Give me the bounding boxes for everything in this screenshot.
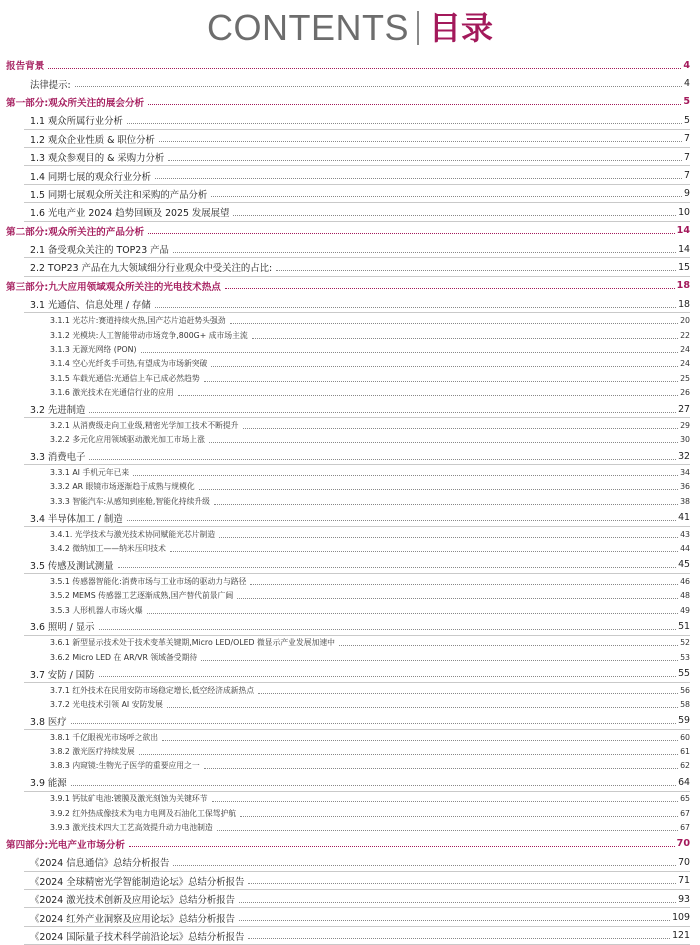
toc-entry-title: 1.4 同期七展的观众行业分析: [30, 171, 152, 183]
toc-entry[interactable]: [6, 400, 690, 418]
toc-entry-title: 第一部分:观众所关注的展会分析: [6, 97, 145, 109]
dot-leader: [148, 104, 681, 105]
toc-entry[interactable]: [6, 908, 690, 926]
toc-page-number: 109: [672, 912, 690, 923]
toc-entry-title: 报告背景: [6, 61, 45, 73]
toc-entry[interactable]: [6, 295, 690, 313]
toc-page-number: 65: [680, 794, 690, 804]
dot-leader: [204, 768, 678, 769]
title-divider: [417, 11, 419, 45]
toc-subentry[interactable]: [6, 683, 690, 697]
toc-entry-title: 3.3 消费电子: [30, 452, 86, 464]
dot-leader: [217, 830, 678, 831]
toc-entry-title: 3.1.2 光模块:人工智能带动市场竞争,800G+ 成市场主流: [50, 330, 248, 340]
toc-entry-title: 法律提示:: [30, 79, 71, 91]
dot-leader: [248, 938, 670, 939]
toc-entry-title: 3.1.3 无源光网络 (PON): [50, 344, 137, 354]
toc-subentry[interactable]: [6, 541, 690, 555]
toc-entry[interactable]: [6, 556, 690, 574]
toc-entry-title: 《2024 全球精密光学智能制造论坛》总结分析报告: [30, 876, 245, 888]
toc-entry-title: 3.9.1 钙钛矿电池:镀膜及激光刻蚀为关键环节: [50, 794, 208, 804]
dot-leader: [48, 68, 681, 69]
toc-page-number: 41: [678, 512, 690, 524]
dot-leader: [89, 459, 676, 460]
toc-entry-title: 3.4.2 微纳加工——纳米压印技术: [50, 544, 166, 554]
dot-leader: [239, 920, 670, 921]
toc-page-number: 14: [676, 225, 690, 237]
toc-entry-title: 3.8.2 激光医疗持续发展: [50, 747, 135, 757]
toc-page-number: 24: [680, 359, 690, 369]
toc-entry-title: 1.5 同期七展观众所关注和采购的产品分析: [30, 189, 208, 201]
dot-leader: [230, 323, 679, 324]
toc-entry-title: 3.6.1 新型显示技术处于技术变革关键期,Micro LED/OLED 微显示产业发展加速中: [50, 638, 335, 648]
dot-leader: [201, 660, 678, 661]
toc-page-number: 30: [680, 435, 690, 445]
toc-subentry[interactable]: [6, 494, 690, 508]
toc-page-number: 9: [684, 188, 690, 200]
dot-leader: [252, 338, 678, 339]
toc-subentry[interactable]: [6, 589, 690, 603]
dot-leader: [258, 693, 678, 694]
dot-leader: [248, 883, 676, 884]
toc-subentry[interactable]: [6, 730, 690, 744]
toc-page-number: 32: [678, 450, 690, 462]
toc-page-number: 51: [678, 620, 690, 632]
toc-entry[interactable]: [6, 111, 690, 129]
toc-page-number: 14: [678, 243, 690, 255]
toc-entry-title: 2.2 TOP23 产品在九大领域细分行业观众中受关注的占比:: [30, 263, 273, 275]
toc-page-number: 55: [678, 668, 690, 680]
toc-page-number: 7: [684, 151, 690, 163]
toc-page-number: 36: [680, 482, 690, 492]
toc-subentry[interactable]: [6, 744, 690, 758]
toc-page-number: 27: [678, 403, 690, 415]
toc-page-number: 34: [680, 468, 690, 478]
toc-page-number: 15: [678, 261, 690, 273]
toc-entry[interactable]: [6, 509, 690, 527]
toc-entry[interactable]: [6, 148, 690, 166]
toc-subentry[interactable]: [6, 820, 690, 834]
toc-section-heading[interactable]: [6, 222, 690, 240]
toc-entry-title: 3.2 先进制造: [30, 405, 86, 416]
dot-leader: [239, 902, 676, 903]
toc-page-number: 24: [680, 344, 690, 354]
toc-subentry[interactable]: [6, 342, 690, 356]
toc-entry-title: 《2024 信息通信》总结分析报告: [30, 858, 170, 870]
dot-leader: [167, 707, 678, 708]
toc-page-number: 18: [678, 298, 690, 310]
dot-leader: [204, 381, 678, 382]
dot-leader: [170, 551, 678, 552]
toc-entry[interactable]: [6, 447, 690, 465]
toc-page-number: 5: [684, 114, 690, 126]
toc-entry-title: 1.6 光电产业 2024 趋势回顾及 2025 发展展望: [30, 208, 230, 220]
toc-page-number: 64: [678, 776, 690, 788]
dot-leader: [209, 442, 678, 443]
toc-section-heading[interactable]: [6, 93, 690, 111]
toc-page-number: 22: [680, 330, 690, 340]
dot-leader: [178, 395, 678, 396]
toc-entry[interactable]: [6, 773, 690, 791]
toc-subentry[interactable]: [6, 465, 690, 479]
toc-entry-title: 3.3.3 智能汽车:从感知到座舱,智能化持续升级: [50, 496, 210, 506]
toc-subentry[interactable]: [6, 697, 690, 711]
dot-leader: [148, 233, 674, 234]
dot-leader: [99, 629, 677, 630]
toc-entry[interactable]: [6, 166, 690, 184]
toc-subentry[interactable]: [6, 574, 690, 588]
toc-page-number: 7: [684, 133, 690, 145]
toc-page-number: 60: [680, 732, 690, 742]
toc-subentry[interactable]: [6, 759, 690, 773]
toc-page-number: 43: [680, 529, 690, 539]
toc-page-number: 52: [680, 638, 690, 648]
toc-entry-title: 《2024 激光技术创新及应用论坛》总结分析报告: [30, 895, 235, 907]
toc-entry-title: 第四部分:光电产业市场分析: [6, 839, 125, 851]
toc-entry-title: 1.1 观众所属行业分析: [30, 116, 123, 128]
dot-leader: [127, 520, 676, 521]
toc-subentry[interactable]: [6, 806, 690, 820]
toc-entry-title: 3.5.1 传感器智能化:消费市场与工业市场的驱动力与路径: [50, 576, 247, 586]
toc-page-number: 20: [680, 316, 690, 326]
toc-entry-title: 3.1.4 空心光纤炙手可热,有望成为市场新突破: [50, 359, 208, 369]
toc-page-number: 38: [680, 496, 690, 506]
toc-page-number: 59: [678, 715, 690, 727]
toc-page-number: 121: [672, 930, 690, 942]
toc-entry[interactable]: [6, 203, 690, 221]
toc-entry[interactable]: [6, 872, 690, 890]
dot-leader: [212, 801, 679, 802]
toc-entry-title: 3.6.2 Micro LED 在 AR/VR 领域备受期待: [50, 652, 198, 662]
toc-entry[interactable]: [6, 258, 690, 276]
toc-subentry[interactable]: [6, 418, 690, 432]
dot-leader: [225, 288, 675, 289]
toc-entry-title: 3.4.1. 光学技术与激光技术协同赋能光芯片制造: [50, 529, 216, 539]
toc-entry[interactable]: [6, 74, 690, 92]
toc-subentry[interactable]: [6, 357, 690, 371]
toc-entry[interactable]: [6, 712, 690, 730]
toc-entry-title: 3.3.1 AI 手机元年已来: [50, 468, 130, 478]
toc-page-number: 93: [678, 893, 690, 905]
toc-entry-title: 3.7.2 光电技术引领 AI 安防发展: [50, 699, 163, 709]
toc-entry[interactable]: [6, 240, 690, 258]
toc-page-number: 18: [676, 280, 690, 292]
toc-page-number: 70: [676, 838, 690, 850]
toc-subentry[interactable]: [6, 371, 690, 385]
toc-entry-title: 3.8.1 千亿眼视光市场呼之欲出: [50, 732, 159, 742]
dot-leader: [75, 86, 682, 87]
contents-title-cn: 目录: [428, 9, 493, 47]
dot-leader: [199, 489, 678, 490]
toc-entry-title: 3.5.3 人形机器人市场火爆: [50, 605, 143, 615]
dot-leader: [173, 252, 676, 253]
toc-entry-title: 3.1 光通信、信息处理 / 存储: [30, 300, 151, 312]
dot-leader: [139, 754, 678, 755]
dot-leader: [159, 141, 682, 142]
toc-entry-title: 3.4 半导体加工 / 制造: [30, 513, 123, 525]
toc-entry-title: 3.2.2 多元化应用领域驱动激光加工市场上涨: [50, 435, 205, 445]
toc-entry-title: 3.7 安防 / 国防: [30, 669, 95, 681]
dot-leader: [211, 196, 682, 197]
dot-leader: [141, 352, 679, 353]
table-of-contents: [6, 56, 690, 945]
toc-entry-title: 2.1 备受观众关注的 TOP23 产品: [30, 245, 169, 257]
toc-page-number: 70: [678, 856, 690, 868]
toc-entry[interactable]: [6, 927, 690, 945]
toc-page-number: 45: [678, 559, 690, 571]
dot-leader: [219, 537, 678, 538]
toc-entry-title: 1.2 观众企业性质 & 职位分析: [30, 134, 155, 146]
toc-entry-title: 3.9 能源: [30, 778, 67, 790]
toc-entry[interactable]: [6, 185, 690, 203]
toc-entry-title: 3.5 传感及测试测量: [30, 560, 114, 572]
toc-entry-title: 1.3 观众参观目的 & 采购力分析: [30, 153, 165, 165]
toc-entry-title: 第二部分:观众所关注的产品分析: [6, 226, 145, 238]
dot-leader: [214, 504, 678, 505]
toc-entry-title: 3.8 医疗: [30, 716, 67, 728]
toc-page-number: 44: [680, 544, 690, 554]
toc-page-number: 25: [680, 373, 690, 383]
dot-leader: [168, 160, 682, 161]
toc-page-number: 53: [680, 652, 690, 662]
dot-leader: [147, 613, 679, 614]
dot-leader: [155, 307, 676, 308]
toc-section-heading[interactable]: [6, 835, 690, 853]
toc-page-number: 4: [684, 78, 690, 90]
dot-leader: [71, 785, 676, 786]
contents-title: CONTENTS: [206, 7, 409, 48]
toc-subentry[interactable]: [6, 480, 690, 494]
toc-entry-title: 《2024 红外产业洞察及应用论坛》总结分析报告: [30, 913, 235, 925]
toc-subentry[interactable]: [6, 313, 690, 327]
toc-subentry[interactable]: [6, 792, 690, 806]
toc-page-number: 48: [680, 591, 690, 601]
toc-subentry[interactable]: [6, 385, 690, 399]
dot-leader: [237, 598, 678, 599]
dot-leader: [89, 412, 676, 413]
dot-leader: [250, 584, 678, 585]
dot-leader: [173, 865, 676, 866]
dot-leader: [233, 215, 676, 216]
dot-leader: [99, 676, 677, 677]
dot-leader: [243, 428, 679, 429]
toc-page-number: 10: [678, 206, 690, 218]
dot-leader: [129, 846, 675, 847]
toc-page-number: 58: [680, 699, 690, 709]
toc-page-number: 29: [680, 420, 690, 430]
dot-leader: [133, 475, 678, 476]
toc-entry-title: 《2024 国际量子技术科学前沿论坛》总结分析报告: [30, 931, 245, 943]
toc-page-number: 71: [678, 875, 690, 887]
dot-leader: [211, 366, 678, 367]
toc-page-number: 26: [680, 388, 690, 398]
toc-page-number: 5: [683, 96, 690, 108]
toc-entry[interactable]: [6, 130, 690, 148]
toc-entry[interactable]: [6, 890, 690, 908]
toc-entry[interactable]: [6, 664, 690, 682]
dot-leader: [127, 123, 682, 124]
toc-entry-title: 3.9.2 红外热成像技术为电力电网及石油化工保驾护航: [50, 808, 237, 818]
page-header: [0, 6, 700, 50]
toc-subentry[interactable]: [6, 650, 690, 664]
toc-entry-title: 3.1.6 激光技术在光通信行业的应用: [50, 388, 174, 398]
dot-leader: [162, 740, 678, 741]
toc-page-number: 7: [684, 170, 690, 182]
toc-entry-title: 3.2.1 从消费级走向工业级,精密光学加工技术不断提升: [50, 420, 239, 430]
toc-entry-title: 3.5.2 MEMS 传感器工艺逐渐成熟,国产替代前景广阔: [50, 591, 234, 601]
toc-page-number: 67: [680, 808, 690, 818]
toc-entry-title: 3.1.5 车载光通信:光通信上车已成必然趋势: [50, 373, 200, 383]
toc-page-number: 4: [683, 59, 690, 71]
toc-page-number: 49: [680, 605, 690, 615]
toc-section-heading[interactable]: [6, 277, 690, 295]
toc-page-number: 67: [680, 823, 690, 833]
dot-leader: [276, 270, 676, 271]
toc-page-number: 46: [680, 576, 690, 586]
toc-entry-title: 第三部分:九大应用领域观众所关注的光电技术热点: [6, 281, 221, 293]
dot-leader: [240, 816, 678, 817]
toc-entry-title: 3.3.2 AR 眼镜市场逐渐趋于成熟与规模化: [50, 482, 195, 492]
toc-entry[interactable]: [6, 853, 690, 871]
dot-leader: [71, 723, 676, 724]
toc-subentry[interactable]: [6, 433, 690, 447]
toc-section-heading[interactable]: [6, 56, 690, 74]
toc-subentry[interactable]: [6, 527, 690, 541]
toc-entry-title: 3.9.3 激光技术四大工艺高效提升动力电池制造: [50, 823, 213, 833]
toc-subentry[interactable]: [6, 636, 690, 650]
dot-leader: [155, 178, 682, 179]
toc-page-number: 56: [680, 685, 690, 695]
toc-page-number: 61: [680, 747, 690, 757]
toc-subentry[interactable]: [6, 328, 690, 342]
toc-subentry[interactable]: [6, 603, 690, 617]
toc-entry[interactable]: [6, 617, 690, 635]
dot-leader: [118, 567, 677, 568]
toc-entry-title: 3.8.3 内窥镜:生物光子医学的重要应用之一: [50, 761, 200, 771]
toc-entry-title: 3.6 照明 / 显示: [30, 622, 95, 634]
toc-page-number: 62: [680, 761, 690, 771]
toc-entry-title: 3.7.1 红外技术在民用安防市场稳定增长,低空经济成新热点: [50, 685, 255, 695]
toc-entry-title: 3.1.1 光芯片:赛道持续火热,国产芯片追赶势头强劲: [50, 316, 226, 326]
dot-leader: [339, 645, 678, 646]
